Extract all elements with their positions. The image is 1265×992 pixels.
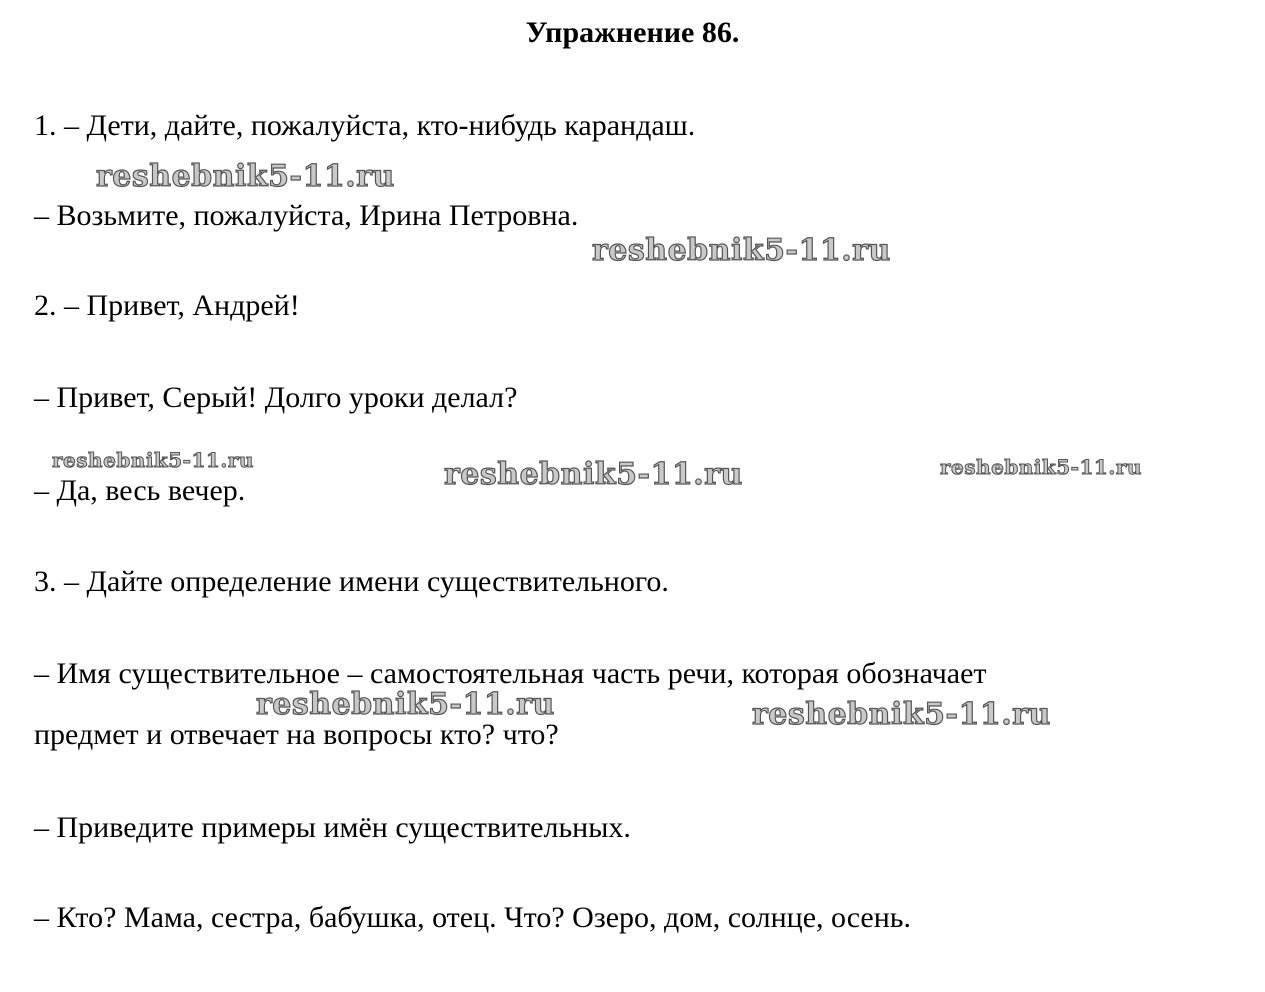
text-line-4: – Привет, Серый! Долго уроки делал?: [34, 381, 518, 414]
text-line-7: – Имя существительное – самостоятельная часть речи, которая обозначает: [34, 657, 987, 690]
text-line-3: 2. – Привет, Андрей!: [34, 289, 300, 322]
watermark: reshebnik5-11.ru: [96, 159, 395, 194]
text-line-10: – Кто? Мама, сестра, бабушка, отец. Что? Озеро, дом, солнце, осень.: [34, 901, 911, 934]
watermark: reshebnik5-11.ru: [592, 233, 891, 268]
text-line-5: – Да, весь вечер.: [34, 474, 246, 507]
exercise-title: Упражнение 86.: [525, 16, 740, 49]
watermark: reshebnik5-11.ru: [444, 457, 743, 492]
watermark: reshebnik5-11.ru: [752, 697, 1051, 732]
text-line-2: – Возьмите, пожалуйста, Ирина Петровна.: [34, 199, 579, 232]
text-line-6: 3. – Дайте определение имени существительного.: [34, 565, 669, 598]
watermark: reshebnik5-11.ru: [52, 448, 254, 472]
text-line-9: – Приведите примеры имён существительных.: [34, 811, 631, 844]
watermark: reshebnik5-11.ru: [940, 455, 1142, 479]
text-line-1: 1. – Дети, дайте, пожалуйста, кто-нибудь карандаш.: [34, 109, 696, 142]
watermark: reshebnik5-11.ru: [256, 687, 555, 722]
text-line-8: предмет и отвечает на вопросы кто? что?: [34, 718, 559, 751]
